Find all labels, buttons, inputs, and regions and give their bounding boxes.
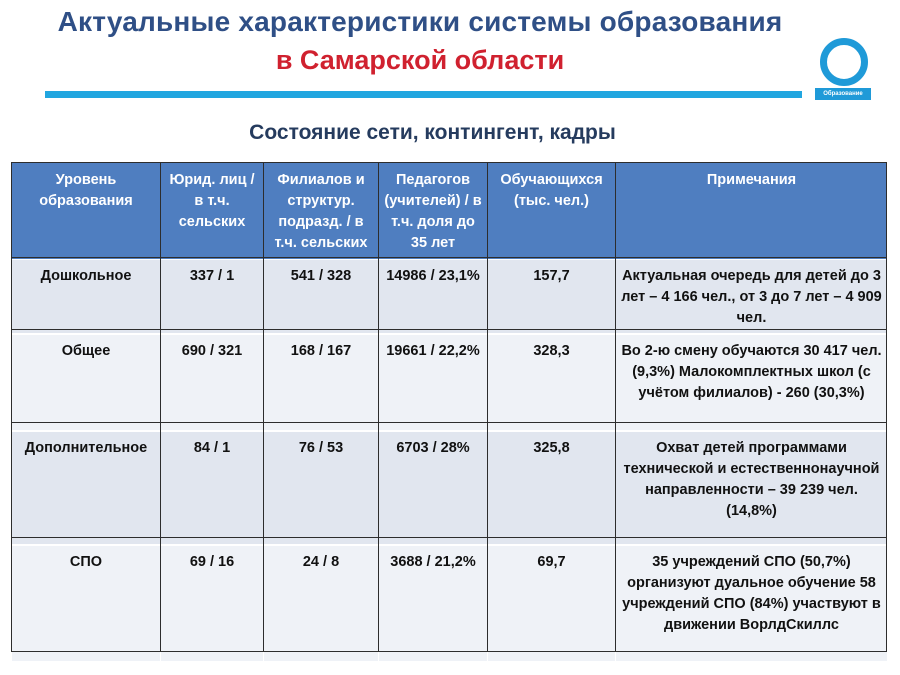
cell-level: Дошкольное <box>12 260 161 335</box>
row-divider <box>11 537 887 538</box>
header-divider <box>45 91 802 98</box>
cell-branches: 168 / 167 <box>264 334 379 431</box>
table-row <box>12 431 888 545</box>
table-header-row <box>12 163 888 260</box>
education-logo <box>815 38 871 100</box>
cell-students: 328,3 <box>488 334 616 431</box>
row-divider <box>11 329 887 330</box>
education-stats-table <box>11 162 888 663</box>
column-divider <box>378 162 379 652</box>
page-title-region: в Самарской области <box>275 45 565 75</box>
cell-notes: 35 учреждений СПО (50,7%) организуют дуальное обучение 58 учреждений СПО (84%) участвуют в движении ВорлдСкиллс <box>616 545 888 662</box>
cell-teachers: 6703 / 28% <box>379 431 488 545</box>
cell-teachers: 19661 / 22,2% <box>379 334 488 431</box>
cell-teachers: 14986 / 23,1% <box>379 260 488 335</box>
cell-legal: 337 / 1 <box>161 260 264 335</box>
column-divider <box>263 162 264 652</box>
cell-level: Общее <box>12 334 161 431</box>
cell-teachers: 3688 / 21,2% <box>379 545 488 662</box>
cell-students: 325,8 <box>488 431 616 545</box>
cell-branches: 76 / 53 <box>264 431 379 545</box>
cell-students: 69,7 <box>488 545 616 662</box>
cell-students: 157,7 <box>488 260 616 335</box>
column-divider <box>160 162 161 652</box>
logo-caption: Образование <box>815 88 871 100</box>
table-row <box>12 545 888 662</box>
section-subtitle: Состояние сети, контингент, кадры <box>249 121 616 144</box>
column-header-branches: Филиалов и структур. подразд. / в т.ч. сельских <box>264 163 379 260</box>
column-header-legal: Юрид. лиц / в т.ч. сельских <box>161 163 264 260</box>
page-title: Актуальные характеристики системы образования <box>57 6 783 37</box>
cell-branches: 541 / 328 <box>264 260 379 335</box>
column-divider <box>615 162 616 652</box>
table-border-bottom <box>11 651 887 652</box>
cell-level: СПО <box>12 545 161 662</box>
cell-level: Дополнительное <box>12 431 161 545</box>
table-border-top <box>11 162 887 163</box>
cell-notes: Во 2-ю смену обучаются 30 417 чел. (9,3%) Малокомплектных школ (с учётом филиалов) - 260 (30,3%) <box>616 334 888 431</box>
cell-legal: 69 / 16 <box>161 545 264 662</box>
column-divider <box>487 162 488 652</box>
row-divider <box>11 422 887 423</box>
table-border-right <box>886 162 887 652</box>
cell-legal: 84 / 1 <box>161 431 264 545</box>
column-header-level: Уровень образования <box>12 163 161 260</box>
cell-notes: Актуальная очередь для детей до 3 лет – 4 166 чел., от 3 до 7 лет – 4 909 чел. <box>616 260 888 335</box>
cell-notes: Охват детей программами технической и естественнонаучной направленности – 39 239 чел. (14,8%) <box>616 431 888 545</box>
table-border-left <box>11 162 12 652</box>
cell-legal: 690 / 321 <box>161 334 264 431</box>
table-row <box>12 260 888 335</box>
column-header-students: Обучающихся (тыс. чел.) <box>488 163 616 260</box>
table-row <box>12 334 888 431</box>
row-divider <box>11 257 887 258</box>
logo-ring-icon <box>820 38 868 86</box>
column-header-teachers: Педагогов (учителей) / в т.ч. доля до 35 лет <box>379 163 488 260</box>
column-header-notes: Примечания <box>616 163 888 260</box>
cell-branches: 24 / 8 <box>264 545 379 662</box>
